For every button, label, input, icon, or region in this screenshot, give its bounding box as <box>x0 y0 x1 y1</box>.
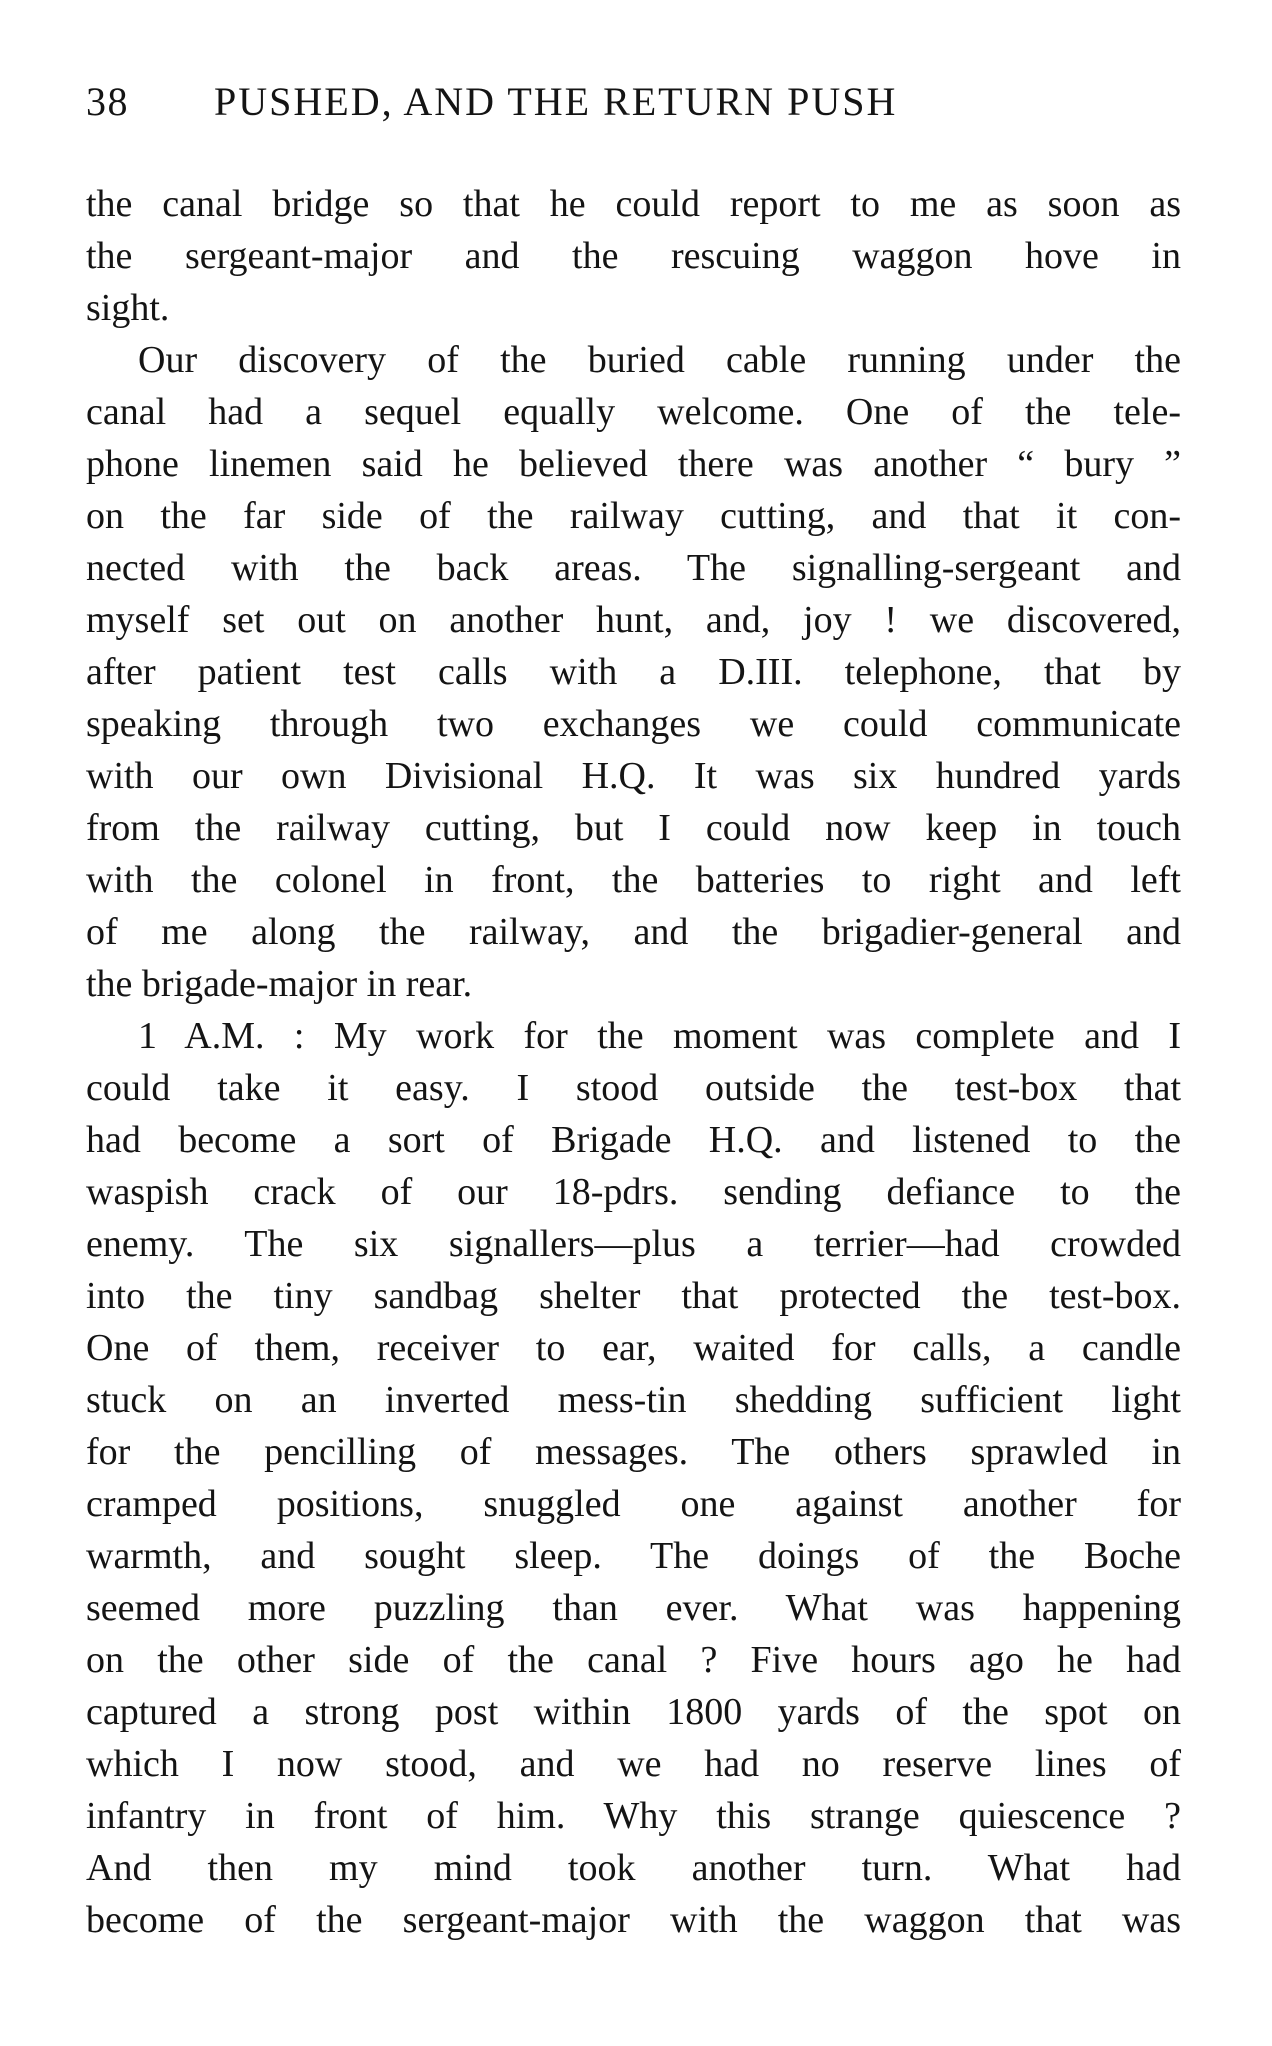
paragraph-first-line: Our discovery of the buried cable running under the <box>138 339 1181 381</box>
page-number: 38 <box>86 79 129 124</box>
text-line: could take it easy. I stood outside the test-box that <box>86 1067 1181 1109</box>
text-line: enemy. The six signallers—plus a terrier—had crowded <box>86 1223 1181 1265</box>
text-line: myself set out on another hunt, and, joy ! we discovered, <box>86 599 1181 641</box>
text-line: phone linemen said he believed there was another “ bury ” <box>86 443 1181 485</box>
text-line: into the tiny sandbag shelter that protected the test-box. <box>86 1275 1181 1317</box>
text-line: One of them, receiver to ear, waited for calls, a candle <box>86 1327 1181 1369</box>
text-line: sight. <box>86 287 170 329</box>
text-line: nected with the back areas. The signalling-sergeant and <box>86 547 1181 589</box>
text-line: with the colonel in front, the batteries to right and left <box>86 859 1181 901</box>
body-text <box>86 178 1181 1946</box>
text-line: And then my mind took another turn. What had <box>86 1847 1181 1889</box>
paragraph-first-line: 1 A.M. : My work for the moment was complete and I <box>138 1015 1181 1057</box>
text-line: warmth, and sought sleep. The doings of the Boche <box>86 1535 1181 1577</box>
text-line: the canal bridge so that he could report to me as soon as <box>86 183 1181 225</box>
text-line: seemed more puzzling than ever. What was happening <box>86 1587 1181 1629</box>
text-line: stuck on an inverted mess-tin shedding sufficient light <box>86 1379 1181 1421</box>
text-line: on the other side of the canal ? Five hours ago he had <box>86 1639 1181 1681</box>
text-line: with our own Divisional H.Q. It was six hundred yards <box>86 755 1181 797</box>
text-line: the sergeant-major and the rescuing waggon hove in <box>86 235 1181 277</box>
running-head <box>86 78 1181 134</box>
text-line: on the far side of the railway cutting, and that it con- <box>86 495 1181 537</box>
text-line: speaking through two exchanges we could communicate <box>86 703 1181 745</box>
text-line: which I now stood, and we had no reserve lines of <box>86 1743 1181 1785</box>
text-line: had become a sort of Brigade H.Q. and listened to the <box>86 1119 1181 1161</box>
text-line: cramped positions, snuggled one against another for <box>86 1483 1181 1525</box>
text-line: canal had a sequel equally welcome. One of the tele- <box>86 391 1181 433</box>
text-line: the brigade-major in rear. <box>86 963 473 1005</box>
running-title: PUSHED, AND THE RETURN PUSH <box>214 79 898 124</box>
text-line: waspish crack of our 18-pdrs. sending defiance to the <box>86 1171 1181 1213</box>
text-line: of me along the railway, and the brigadier-general and <box>86 911 1181 953</box>
text-line: infantry in front of him. Why this strange quiescence ? <box>86 1795 1181 1837</box>
book-page <box>86 78 1181 1946</box>
text-line: become of the sergeant-major with the waggon that was <box>86 1899 1181 1941</box>
text-line: from the railway cutting, but I could now keep in touch <box>86 807 1181 849</box>
text-line: for the pencilling of messages. The others sprawled in <box>86 1431 1181 1473</box>
text-line: captured a strong post within 1800 yards of the spot on <box>86 1691 1181 1733</box>
text-line: after patient test calls with a D.III. telephone, that by <box>86 651 1181 693</box>
